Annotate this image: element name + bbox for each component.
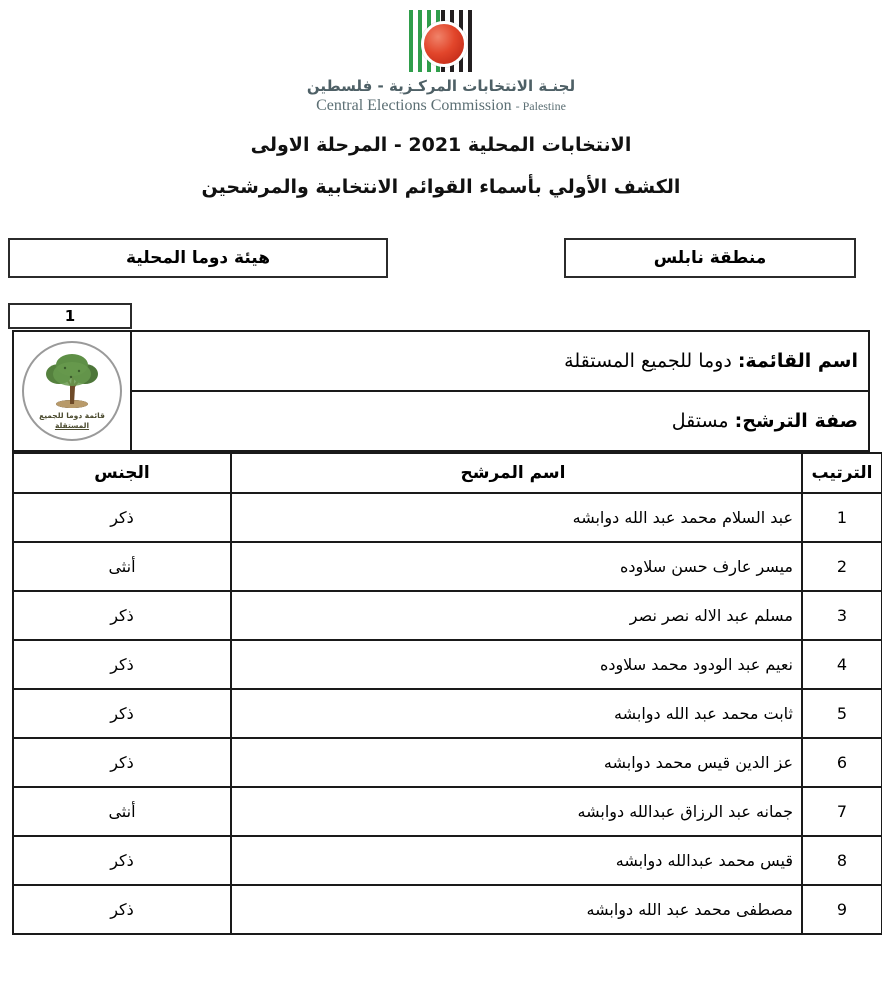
name-cell: نعيم عبد الودود محمد سلاوده [231,640,802,689]
list-logo-caption-line2: المستقلة [54,420,90,430]
cec-logo-icon [409,10,473,72]
name-cell: عبد السلام محمد عبد الله دوابشه [231,493,802,542]
list-name-row [132,332,868,392]
rank-cell: 4 [802,640,882,689]
rank-cell: 9 [802,885,882,934]
list-logo-caption [39,411,105,430]
table-row [13,493,882,542]
table-row [13,787,882,836]
olive-tree-icon [41,352,103,410]
gender-cell: ذكر [13,836,231,885]
candidacy-type-row [132,392,868,450]
table-row [13,542,882,591]
name-cell: ميسر عارف حسن سلاوده [231,542,802,591]
table-row [13,885,882,934]
rank-cell: 5 [802,689,882,738]
rank-cell: 2 [802,542,882,591]
candidates-table [12,452,882,935]
name-cell: جمانه عبد الرزاق عبدالله دوابشه [231,787,802,836]
list-logo [22,341,122,441]
list-info-text [132,332,868,450]
gender-cell: ذكر [13,885,231,934]
authority-box: هيئة دوما المحلية [8,238,388,278]
table-row [13,640,882,689]
document-title-line1: الانتخابات المحلية 2021 - المرحلة الاولى [250,134,632,156]
gender-cell: ذكر [13,689,231,738]
gender-column-header: الجنس [13,453,231,493]
org-name-arabic: لجنـة الانتخابات المركـزية - فلسطين [306,77,576,95]
rank-cell: 1 [802,493,882,542]
list-number-box: 1 [8,303,132,329]
rank-cell: 3 [802,591,882,640]
rank-cell: 7 [802,787,882,836]
gender-cell: أنثى [13,542,231,591]
gender-cell: ذكر [13,591,231,640]
region-box: منطقة نابلس [564,238,856,278]
rank-column-header: الترتيب [802,453,882,493]
gender-cell: ذكر [13,640,231,689]
name-column-header: اسم المرشح [231,453,802,493]
gender-cell: أنثى [13,787,231,836]
list-info-section [12,330,870,452]
list-logo-cell [14,332,132,450]
candidacy-type-value: مستقل [671,410,729,432]
name-cell: ثابت محمد عبد الله دوابشه [231,689,802,738]
list-name-value: دوما للجميع المستقلة [564,350,732,372]
rank-cell: 6 [802,738,882,787]
document-title-line2: الكشف الأولي بأسماء القوائم الانتخابية والمرشحين [201,176,681,198]
gender-cell: ذكر [13,738,231,787]
rank-cell: 8 [802,836,882,885]
org-name-english [0,97,882,115]
table-header-row [13,453,882,493]
name-cell: عز الدين قيس محمد دوابشه [231,738,802,787]
table-row [13,591,882,640]
gender-cell: ذكر [13,493,231,542]
list-logo-caption-line1: قائمة دوما للجميع [39,411,105,421]
org-name-english-main: Central Elections Commission [316,97,512,114]
name-cell: مسلم عبد الاله نصر نصر [231,591,802,640]
cec-logo-red-sphere-icon [421,21,467,67]
table-row [13,836,882,885]
name-cell: مصطفى محمد عبد الله دوابشه [231,885,802,934]
table-row [13,738,882,787]
name-cell: قيس محمد عبدالله دوابشه [231,836,802,885]
org-name-english-suffix: - Palestine [515,99,566,113]
table-row [13,689,882,738]
list-name-label: اسم القائمة: [737,350,858,372]
candidacy-type-label: صفة الترشح: [734,410,858,432]
